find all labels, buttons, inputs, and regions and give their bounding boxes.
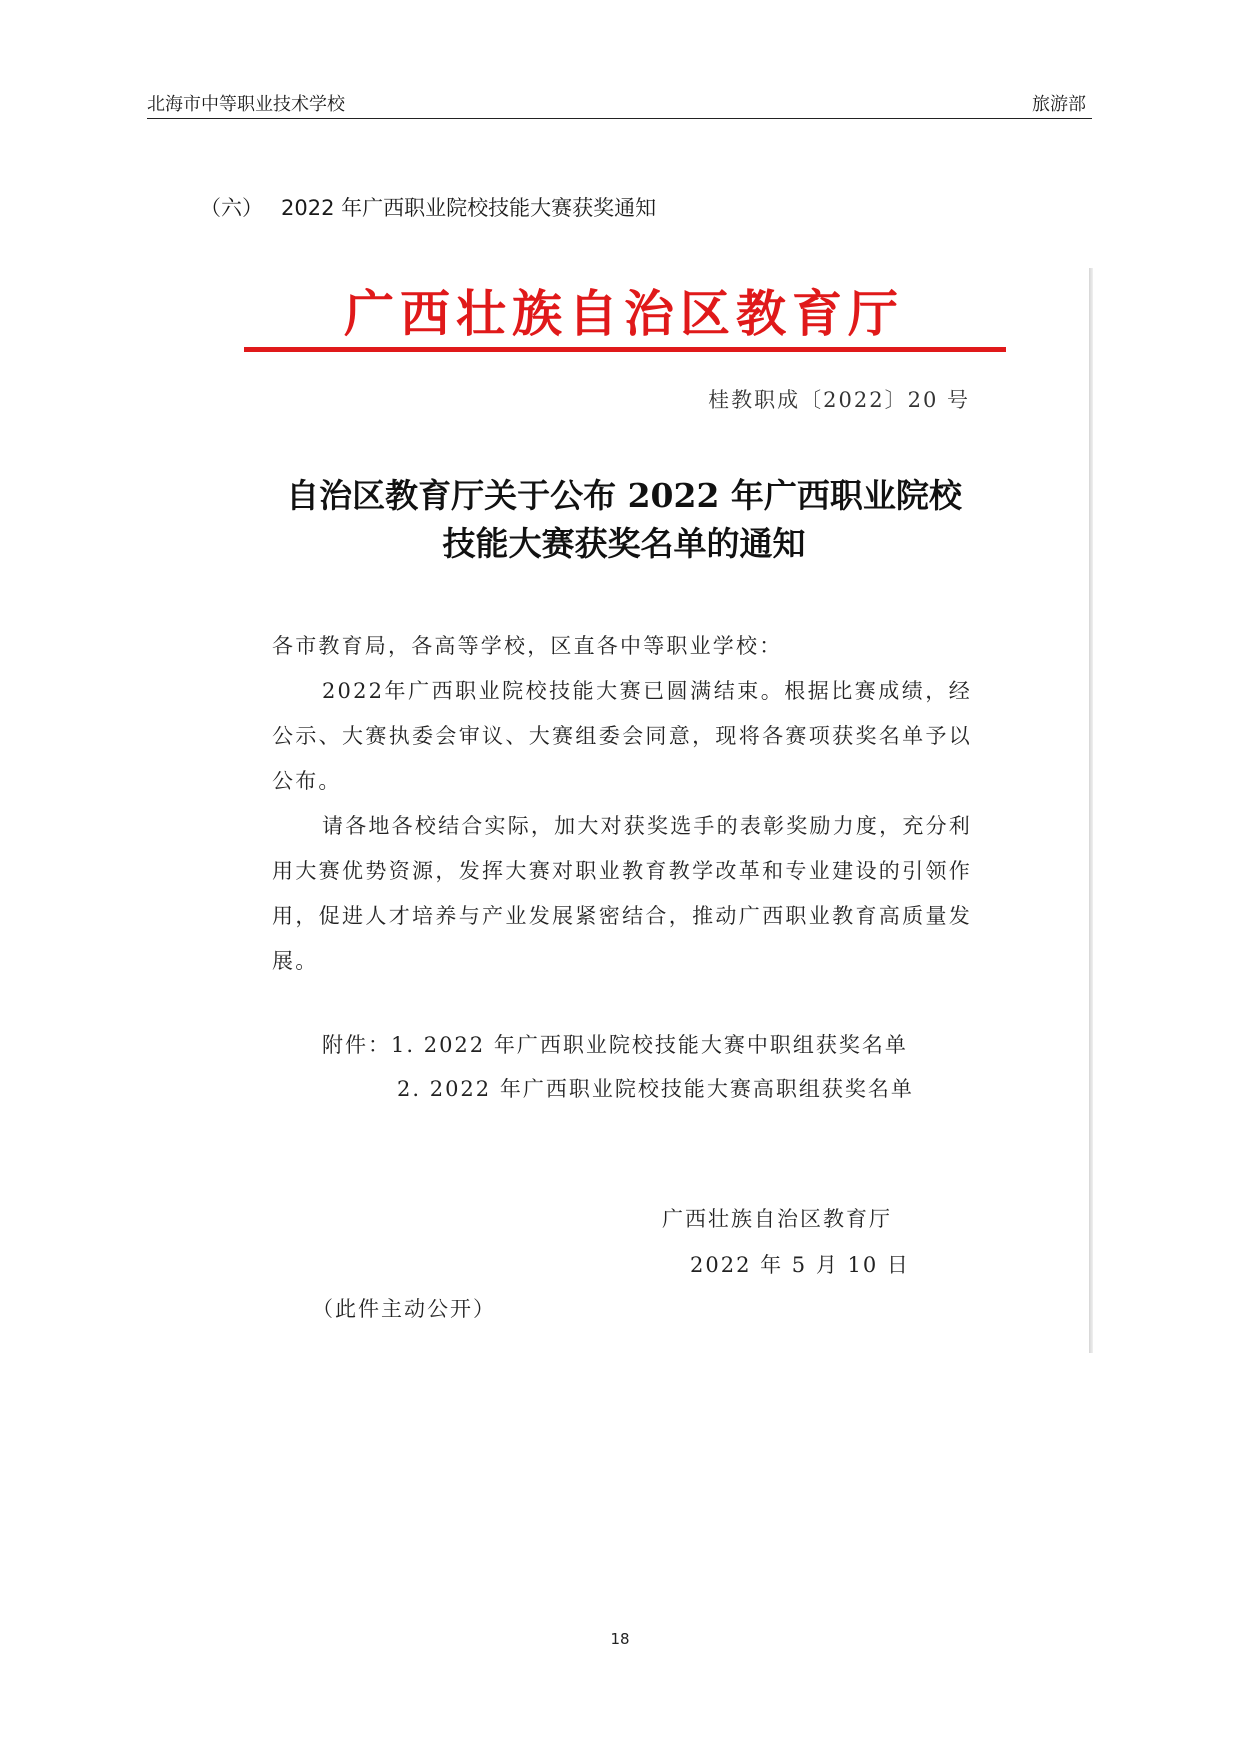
masthead-red-rule — [244, 347, 1006, 352]
salutation: 各市教育局，各高等学校，区直各中等职业学校： — [272, 634, 783, 658]
section-heading — [200, 192, 656, 222]
document-body — [272, 624, 972, 984]
header-school-name: 北海市中等职业技术学校 — [147, 94, 345, 115]
section-title: 2022 年广西职业院校技能大赛获奖通知 — [281, 196, 657, 220]
public-disclosure-note: （此件主动公开） — [312, 1297, 496, 1321]
page-number: 18 — [610, 1630, 630, 1648]
document-title-line-2: 技能大赛获奖名单的通知 — [442, 524, 806, 563]
header-department: 旅游部 — [1032, 94, 1086, 115]
attachments-list — [322, 1023, 914, 1111]
signature-date: 2022 年 5 月 10 日 — [690, 1253, 910, 1277]
attachment-item-2: 2. 2022 年广西职业院校技能大赛高职组获奖名单 — [397, 1077, 914, 1101]
scanned-document-edge — [1089, 268, 1093, 1353]
body-paragraph-1: 2022年广西职业院校技能大赛已圆满结束。根据比赛成绩，经公示、大赛执委会审议、大赛组委会同意，现将各赛项获奖名单予以公布。 — [272, 679, 972, 793]
document-title-line-1: 自治区教育厅关于公布 2022 年广西职业院校 — [286, 476, 962, 515]
document-number: 桂教职成〔2022〕20 号 — [708, 388, 970, 412]
signature-organization: 广西壮族自治区教育厅 — [662, 1207, 892, 1231]
document-masthead: 广西壮族自治区教育厅 — [344, 284, 904, 343]
body-paragraph-2: 请各地各校结合实际，加大对获奖选手的表彰奖励力度，充分利用大赛优势资源，发挥大赛对职业教育教学改革和专业建设的引领作用，促进人才培养与产业发展紧密结合，推动广西职业教育高质量发展。 — [272, 814, 972, 973]
attachment-item-1: 附件：1. 2022 年广西职业院校技能大赛中职组获奖名单 — [322, 1033, 908, 1057]
document-title — [244, 472, 1004, 568]
running-header — [147, 86, 1092, 119]
section-number: （六） — [200, 196, 263, 220]
